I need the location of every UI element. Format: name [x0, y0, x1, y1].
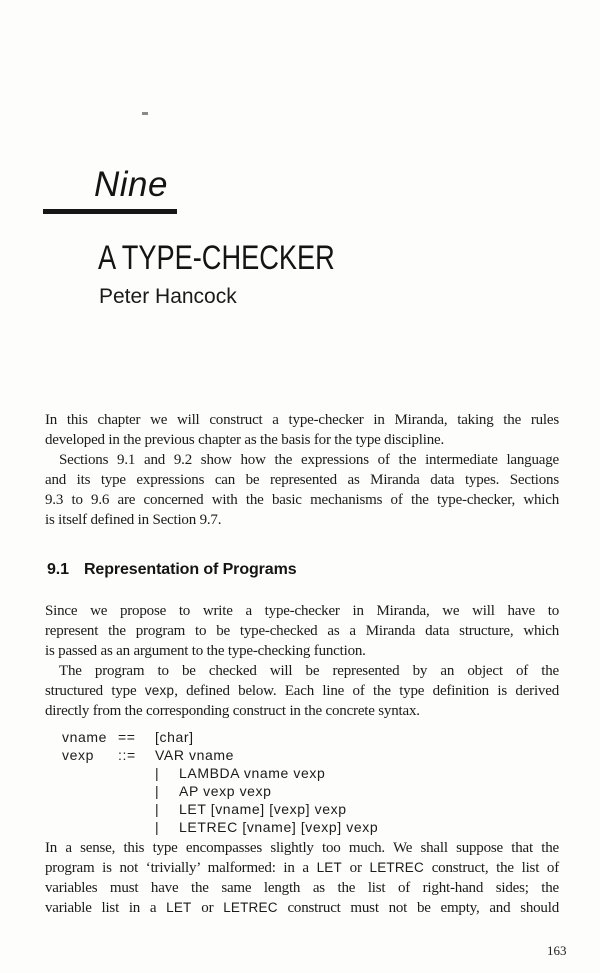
code-line [62, 800, 378, 818]
code-type-name [62, 764, 118, 782]
text-line [45, 858, 559, 878]
closing-paragraph [45, 838, 559, 918]
text-line [45, 470, 559, 490]
text-run: The program to be checked will be represented by an object of the [59, 663, 559, 679]
code-definition: AP vexp vexp [179, 783, 272, 799]
text-run: and its type expressions can be represented as Miranda data types. Sections [45, 472, 559, 488]
text-line [45, 681, 559, 701]
chapter-number: Nine [94, 165, 168, 204]
text-line [45, 601, 559, 621]
code-type-name: vname [62, 729, 108, 745]
code-type-name [62, 800, 118, 818]
code-operator: ::= [118, 747, 136, 763]
text-run: variables must have the same length as the list of right-hand sides; the [45, 880, 559, 896]
code-line [62, 746, 378, 764]
text-line [45, 430, 559, 450]
text-run: developed in the previous chapter as the basis for the type discipline. [45, 432, 445, 448]
text-run: Since we propose to write a type-checker in Miranda, we will have to [45, 603, 559, 619]
text-run: directly from the corresponding construct in the concrete syntax. [45, 703, 420, 719]
text-run: construct must not be empty, and should [277, 900, 560, 916]
text-run: or [191, 900, 224, 916]
code-type-name [62, 782, 118, 800]
section-number: 9.1 [47, 561, 69, 578]
code-type-name: vexp [62, 747, 94, 763]
code-operator [118, 800, 155, 818]
code-operator: == [118, 729, 136, 745]
code-definition: [char] [155, 729, 194, 745]
text-run: In a sense, this type encompasses slightly too much. We shall suppose that the [45, 840, 559, 856]
text-run: construct, the list of [423, 860, 559, 876]
code-definition: VAR vname [155, 747, 235, 763]
text-line [45, 410, 559, 430]
intro-paragraph-1 [45, 410, 559, 450]
section-paragraph-1 [45, 601, 559, 661]
code-alternation-bar: | [155, 801, 160, 817]
text-line [45, 450, 559, 470]
code-line [62, 764, 378, 782]
code-operator [118, 764, 155, 782]
code-definition: LET [vname] [vexp] vexp [179, 801, 347, 817]
code-definition: LETREC [vname] [vexp] vexp [179, 819, 379, 835]
text-line [45, 838, 559, 858]
text-run: Sections 9.1 and 9.2 show how the expressions of the intermediate language [59, 452, 559, 468]
code-alternation-bar: | [155, 819, 160, 835]
intro-paragraph-2 [45, 450, 559, 530]
code-definition: LAMBDA vname vexp [179, 765, 326, 781]
text-line [45, 701, 559, 721]
inline-code: LETREC [223, 900, 278, 915]
chapter-rule-divider [43, 209, 177, 214]
text-line [45, 661, 559, 681]
code-line [62, 782, 378, 800]
inline-code: LETREC [369, 860, 424, 875]
chapter-title: A TYPE-CHECKER [98, 239, 335, 277]
text-line [45, 898, 559, 918]
inline-code: vexp [144, 683, 175, 698]
text-run: variable list in a [45, 900, 167, 916]
text-line [45, 621, 559, 641]
code-alternation-bar: | [155, 765, 160, 781]
text-run: 9.3 to 9.6 are concerned with the basic mechanisms of the type-checker, which [45, 492, 559, 508]
page-number: 163 [547, 943, 567, 958]
closing-paragraphs [45, 838, 559, 918]
text-run: is passed as an argument to the type-checking function. [45, 643, 366, 659]
inline-code: LET [316, 860, 342, 875]
text-run: or [341, 860, 370, 876]
code-type-name [62, 818, 118, 836]
scan-speck-icon [142, 112, 148, 115]
text-line [45, 641, 559, 661]
text-run: In this chapter we will construct a type-checker in Miranda, taking the rules [45, 412, 559, 428]
code-line [62, 818, 378, 836]
text-run: represent the program to be type-checked as a Miranda data structure, which [45, 623, 559, 639]
inline-code: LET [166, 900, 192, 915]
text-line [45, 490, 559, 510]
code-operator [118, 782, 155, 800]
text-run: , defined below. Each line of the type definition is derived [174, 683, 559, 699]
section-paragraph-2 [45, 661, 559, 721]
code-alternation-bar: | [155, 783, 160, 799]
text-run: is itself defined in Section 9.7. [45, 512, 222, 528]
text-line [45, 510, 559, 530]
section-paragraphs [45, 601, 559, 721]
text-run: structured type [45, 683, 145, 699]
section-heading [47, 562, 297, 578]
vexp-type-definition [62, 728, 378, 836]
text-run: program is not ‘trivially’ malformed: in a [45, 860, 317, 876]
text-line [45, 878, 559, 898]
code-line [62, 728, 378, 746]
section-title: Representation of Programs [83, 561, 297, 578]
code-operator [118, 818, 155, 836]
chapter-author: Peter Hancock [99, 285, 237, 308]
intro-paragraphs [45, 410, 559, 530]
